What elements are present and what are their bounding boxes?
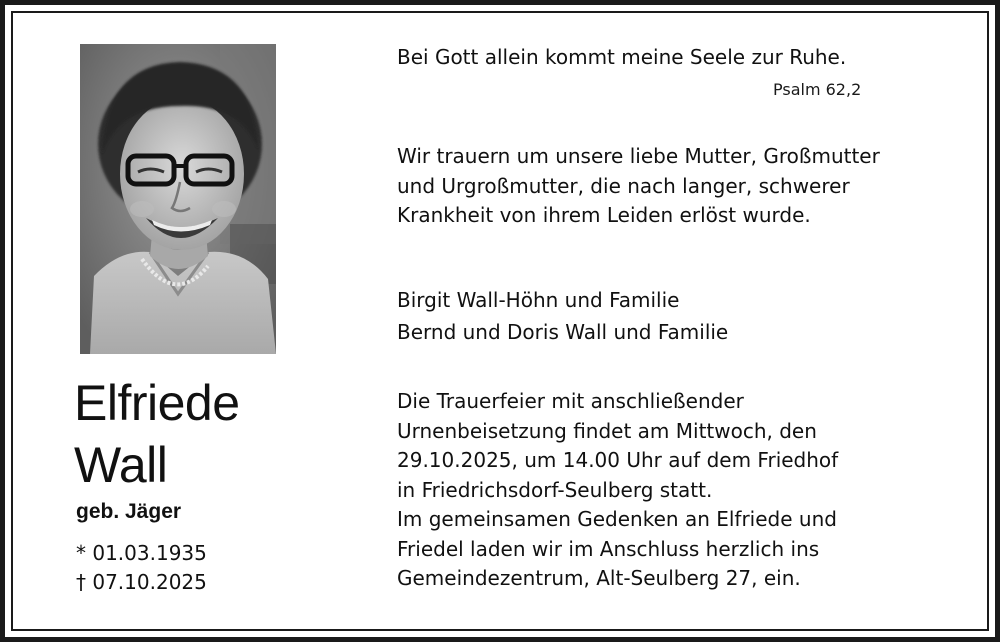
announcement-line: und Urgroßmutter, die nach langer, schwerer	[397, 173, 850, 198]
deceased-first-name: Elfriede	[74, 375, 240, 431]
service-line: in Friedrichsdorf-Seulberg statt.	[397, 477, 713, 502]
service-line: Die Trauerfeier mit anschließender	[397, 389, 744, 413]
verse-reference: Psalm 62,2	[773, 80, 862, 99]
announcement-line: Krankheit von ihrem Leiden erlöst wurde.	[397, 203, 811, 227]
verse-text: Bei Gott allein kommt meine Seele zur Ruhe.	[397, 45, 847, 69]
service-line: Friedel laden wir im Anschluss herzlich ins	[397, 536, 820, 561]
maiden-name: geb. Jäger	[76, 500, 182, 523]
mourner-entry: Birgit Wall-Höhn und Familie	[397, 288, 680, 312]
service-paragraph	[397, 387, 957, 594]
mourners-list	[397, 284, 957, 348]
deceased-last-name: Wall	[74, 437, 168, 493]
service-line: Im gemeinsamen Gedenken an Elfriede und	[397, 507, 837, 531]
service-line: Urnenbeisetzung findet am Mittwoch, den	[397, 418, 817, 443]
portrait-photo	[80, 44, 276, 354]
birth-date: * 01.03.1935	[76, 541, 207, 565]
death-date: † 07.10.2025	[76, 570, 207, 594]
announcement-line: Wir trauern um unsere liebe Mutter, Großmutter	[397, 144, 880, 168]
service-line: 29.10.2025, um 14.00 Uhr auf dem Friedhof	[397, 448, 839, 472]
bible-verse	[397, 43, 957, 73]
announcement-paragraph	[397, 142, 957, 231]
mourner-entry: Bernd und Doris Wall und Familie	[397, 320, 729, 344]
service-line: Gemeindezentrum, Alt-Seulberg 27, ein.	[397, 566, 801, 590]
